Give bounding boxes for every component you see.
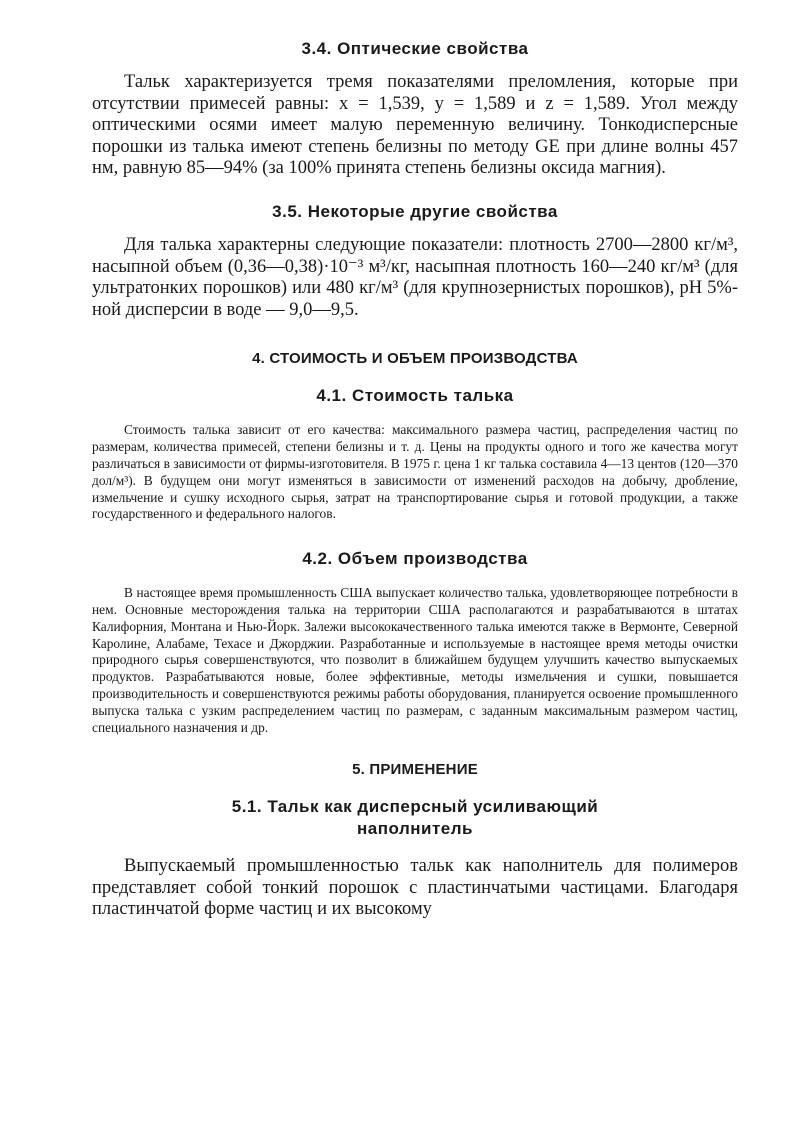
- section-heading-5-1-line2: наполнитель: [357, 819, 473, 839]
- section-heading-4-1: 4.1. Стоимость талька: [316, 386, 514, 406]
- paragraph-optical-properties: Тальк характеризуется тремя показателями преломления, которые при отсутствии примесей равны: x = 1,539, y = 1,589 и z = 1,589. Угол между оптическими осями имеет малую переменную величину. Тонкодисперсные порошки из талька имеют степень белизны по методу GE при длине волны 457 нм, равную 85—94% (за 100% принята степень белизны оксида магния).: [92, 72, 738, 179]
- paragraph-talc-filler: Выпускаемый промышленностью тальк как наполнитель для полимеров представляет собой тонкий порошок с пластинчатыми частицами. Благодаря пластинчатой форме частиц и их высокому: [92, 856, 738, 920]
- paragraph-talc-cost: Стоимость талька зависит от его качества: максимального размера частиц, распределения частиц по размерам, количества примесей, степени белизны и т. д. Цены на продукты одного и того же качества могут различаться в зависимости от фирмы-изготовителя. В 1975 г. цена 1 кг талька составила 4—13 центов (120—370 дол/м³). В будущем они могут изменяться в зависимости от изменений расходов на добычу, дробление, измельчение и сушку исходного сырья, затрат на транспортирование сырья и готовой продукции, а также государственного и федерального налогов.: [92, 422, 738, 522]
- paragraph-production-volume: В настоящее время промышленность США выпускает количество талька, удовлетворяющее потребности в нем. Основные месторождения талька на территории США располагаются и разрабатываются в штатах Калифорния, Монтана и Нью-Йорк. Залежи высококачественного талька имеются также в Вермонте, Северной Каролине, Алабаме, Техасе и Джорджии. Разработанные и используемые в настоящее время методы очистки природного сырья совершенствуются, что позволит в ближайшем будущем улучшить качество выпускаемых продуктов. Разрабатываются новые, более эффективные, методы измельчения и сушки, повышается производительность и совершенствуются режимы работы оборудования, планируется освоение промышленного выпуска талька с узким распределением частиц по размерам, с заданным максимальным размером частиц, специального назначения и др.: [92, 585, 738, 735]
- section-heading-3-5: 3.5. Некоторые другие свойства: [272, 201, 558, 221]
- section-heading-3-4: 3.4. Оптические свойства: [301, 39, 529, 58]
- chapter-heading-4: 4. СТОИМОСТЬ И ОБЪЕМ ПРОИЗВОДСТВА: [252, 350, 578, 368]
- chapter-heading-5: 5. ПРИМЕНЕНИЕ: [352, 761, 478, 779]
- section-heading-4-2: 4.2. Объем производства: [302, 549, 528, 569]
- section-heading-5-1-line1: 5.1. Тальк как дисперсный усиливающий: [231, 797, 599, 817]
- paragraph-other-properties: Для талька характерны следующие показатели: плотность 2700—2800 кг/м³, насыпной объем (0,36—0,38)·10⁻³ м³/кг, насыпная плотность 160—240 кг/м³ (для ультратонких порошков) или 480 кг/м³ (для крупнозернистых порошков), pH 5%-ной дисперсии в воде — 9,0—9,5.: [92, 234, 738, 320]
- document-page: [92, 38, 738, 921]
